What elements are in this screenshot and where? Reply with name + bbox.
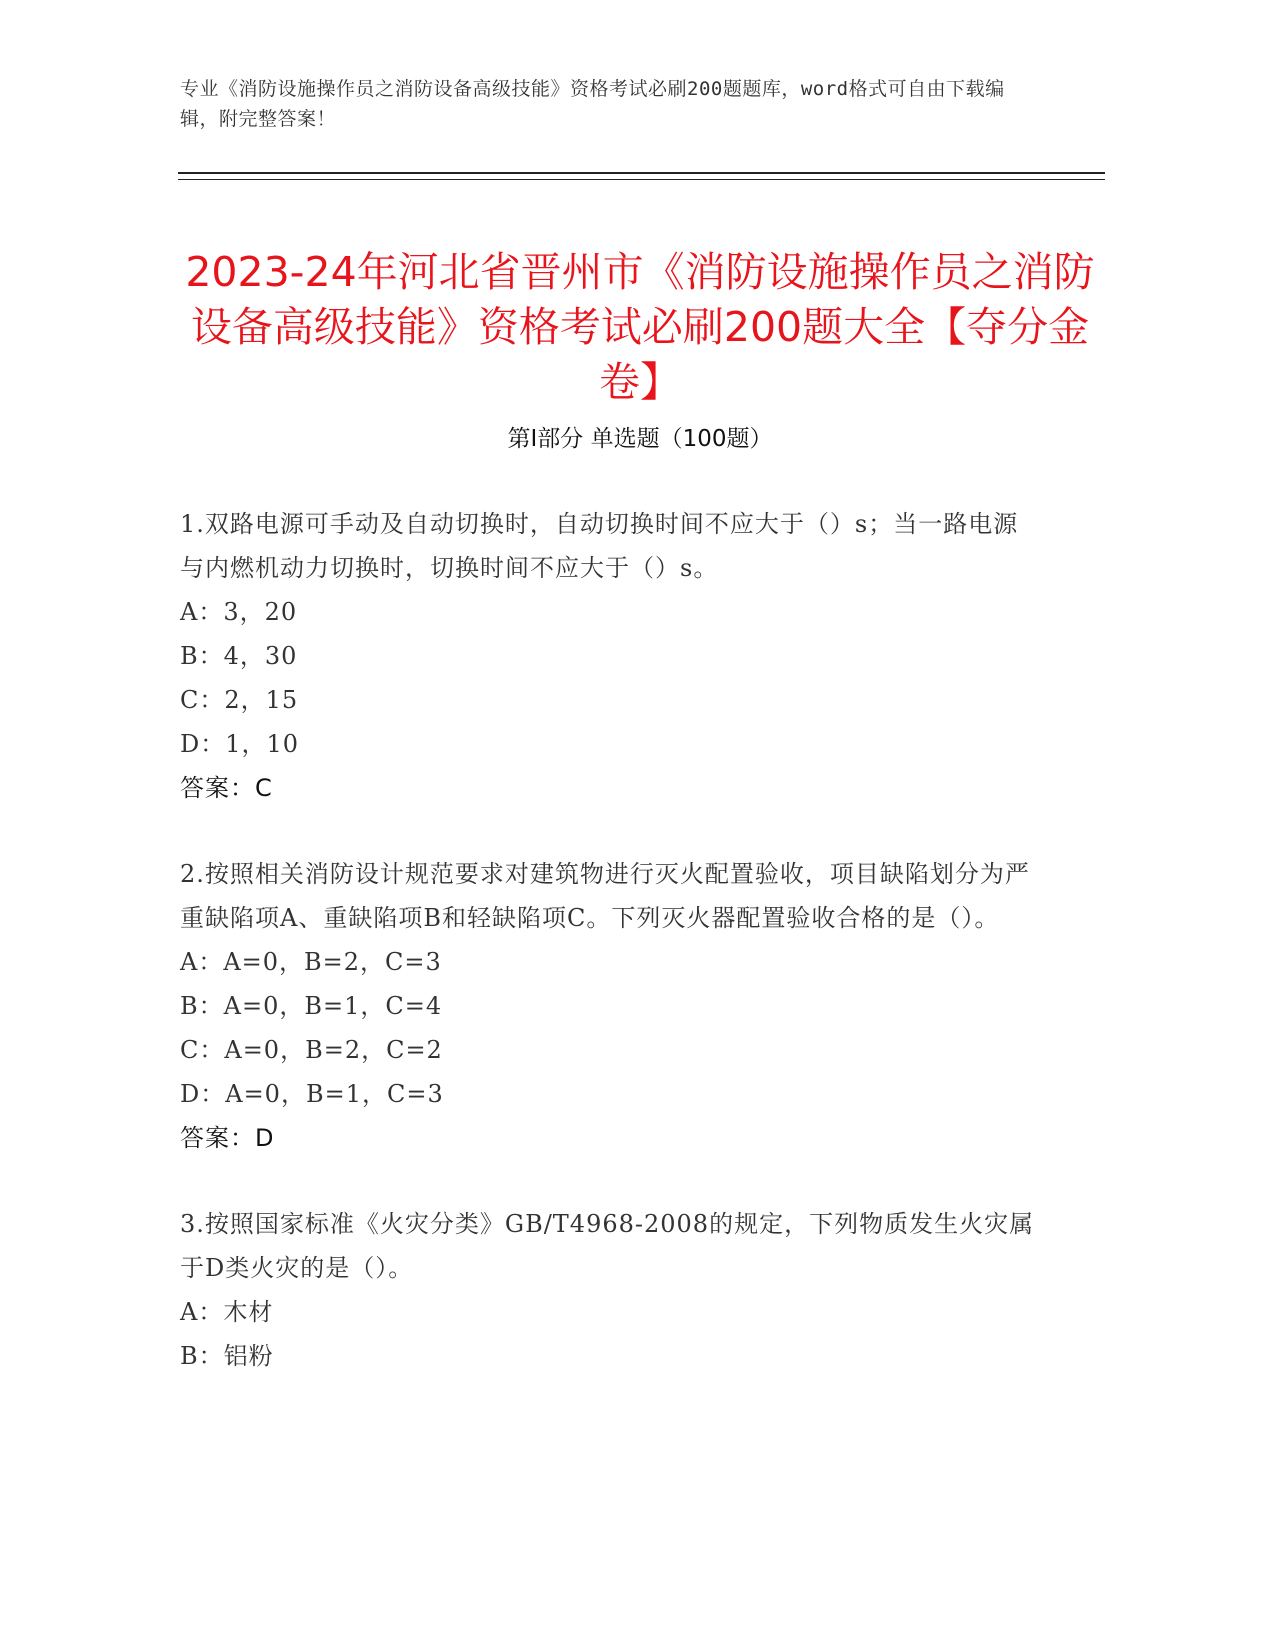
- document-title: 2023-24年河北省晋州市《消防设施操作员之消防设备高级技能》资格考试必刷200题大全【夺分金卷】: [185, 248, 1095, 407]
- option-d: D：1，10: [180, 730, 300, 758]
- header-divider-thin: [178, 179, 1105, 180]
- option-a: A：A=0，B=2，C=3: [180, 948, 442, 976]
- option-c: C：2，15: [180, 686, 299, 714]
- question-stem: 1.双路电源可手动及自动切换时，自动切换时间不应大于（）s；当一路电源与内燃机动力切换时，切换时间不应大于（）s。: [180, 510, 1019, 582]
- section-heading: 第I部分 单选题（100题）: [507, 426, 773, 452]
- answer: 答案：C: [180, 774, 273, 802]
- header-note: 专业《消防设施操作员之消防设备高级技能》资格考试必刷200题题库，word格式可自由下载编辑，附完整答案！: [180, 78, 1005, 130]
- question-list: [180, 502, 1040, 1420]
- question-stem: 2.按照相关消防设计规范要求对建筑物进行灭火配置验收，项目缺陷划分为严重缺陷项A、重缺陷项B和轻缺陷项C。下列灭火器配置验收合格的是（）。: [180, 860, 1030, 932]
- option-d: D：A=0，B=1，C=3: [180, 1080, 444, 1108]
- option-a: A：3，20: [180, 598, 298, 626]
- question-2: [180, 852, 1040, 1160]
- option-a: A：木材: [180, 1298, 274, 1326]
- option-c: C：A=0，B=2，C=2: [180, 1036, 443, 1064]
- option-b: B：4，30: [180, 642, 298, 670]
- question-1: [180, 502, 1040, 810]
- answer: 答案：D: [180, 1124, 275, 1152]
- question-3: [180, 1202, 1040, 1378]
- option-b: B：铝粉: [180, 1342, 274, 1370]
- question-stem: 3.按照国家标准《火灾分类》GB/T4968-2008的规定，下列物质发生火灾属于D类火灾的是（）。: [180, 1210, 1035, 1282]
- header-divider-thick: [178, 172, 1105, 174]
- option-b: B：A=0，B=1，C=4: [180, 992, 443, 1020]
